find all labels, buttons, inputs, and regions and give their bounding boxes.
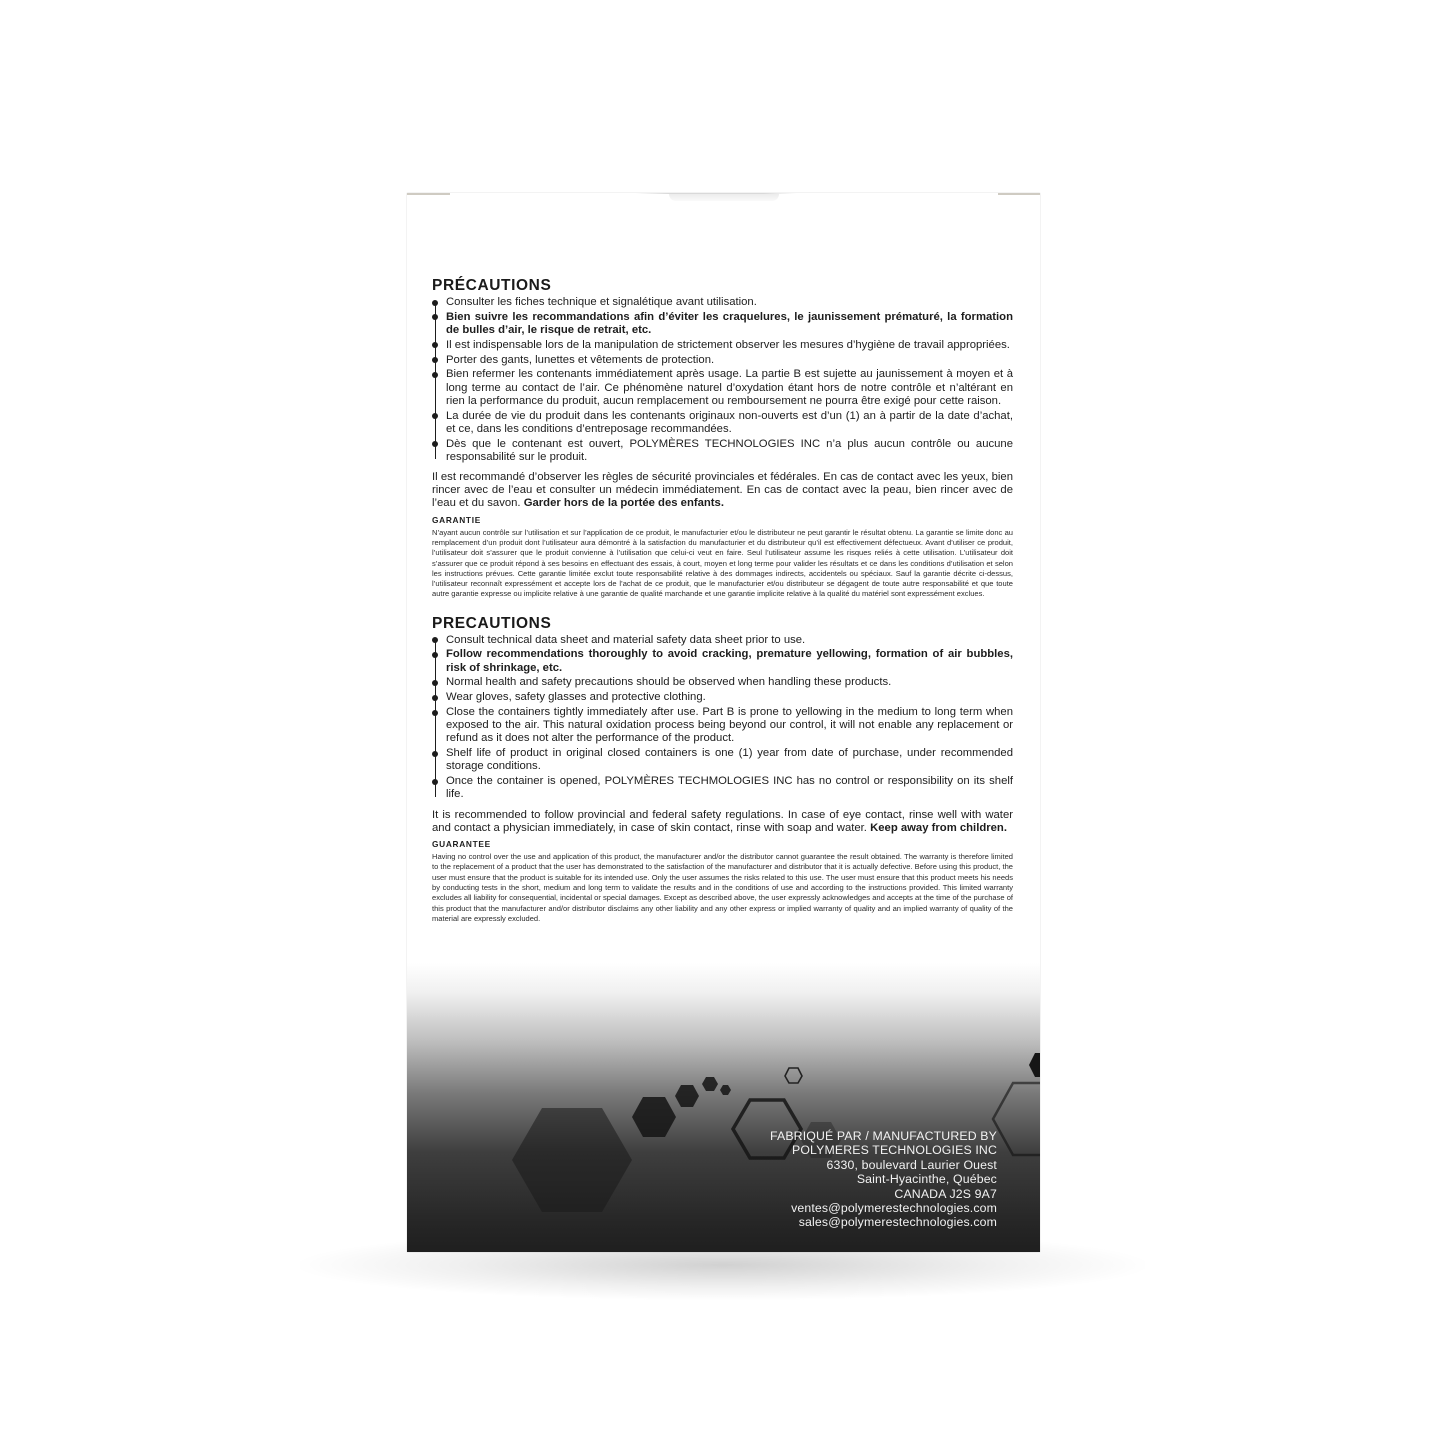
hexagon-shape <box>1029 1053 1040 1077</box>
hexagon-shape <box>993 1083 1040 1155</box>
list-item: Consult technical data sheet and material safety data sheet prior to use. <box>446 634 1013 647</box>
list-item: Shelf life of product in original closed containers is one (1) year from date of purchase, under recommended storage conditions. <box>446 747 1013 773</box>
precautions-list-en <box>432 634 1013 802</box>
address-line: POLYMERES TECHNOLOGIES INC <box>791 1143 997 1158</box>
guarantee-title-fr: GARANTIE <box>432 514 481 525</box>
hexagon-shape <box>720 1085 731 1095</box>
guarantee-text-fr: N’ayant aucun contrôle sur l’utilisation et sur l’application de ce produit, le manufacturier et/ou le distributeur ne peut garantir le résultat obtenu. La garantie se limite donc au remplacement d’un produit dont l’utilisateur aura démontré à la satisfaction du manufacturier et du distributeur qu’il est effectivement défectueux. Avant d’utiliser ce produit, l’utilisateur doit s’assurer que le produit convienne à l’utilisation que celui-ci veut en faire. Seul l’utilisateur assume les risques reliés à cette utilisation. L’utilisateur doit s’assurer que ce produit répond à ses besoins en effectuant des essais, à court, moyen et long terme pour valider les résultats et ce dans les conditions d’utilisation et selon les instructions prévues. Cette garantie limitée exclut toute responsabilité relative à des dommages indirects, accidentels ou spéciaux. Sauf la garantie décrite ci-dessus, l’utilisateur reconnaît expressément et accepte lors de l’achat de ce produit, que le manufacturier et/ou distributeur se dégagent de toute autre responsabilité et que toute autre garantie expresse ou implicite relative à une garantie de qualité marchande et une garantie implicite relative à la qualité du matériel sont expressément exclues. <box>432 527 1013 599</box>
list-item: Normal health and safety precautions should be observed when handling these products. <box>446 676 1013 689</box>
safety-text-en: It is recommended to follow provincial and federal safety regulations. In case of eye contact, rinse well with water and contact a physician immediately, in case of skin contact, rinse with soap and water. <box>432 808 1013 834</box>
address-line: Saint-Hyacinthe, Québec <box>856 1172 997 1187</box>
safety-warning-en: Keep away from children. <box>870 821 1007 834</box>
address-line: 6330, boulevard Laurier Ouest <box>826 1157 997 1172</box>
hexagon-shape <box>512 1108 632 1212</box>
list-item: Follow recommendations thoroughly to avoid cracking, premature yellowing, formation of air bubbles, risk of shrinkage, etc. <box>446 648 1013 674</box>
list-item: Il est indispensable lors de la manipulation de strictement observer les mesures d’hygiène de travail appropriées. <box>446 339 1013 352</box>
list-item: Consulter les fiches technique et signalétique avant utilisation. <box>446 296 1013 309</box>
list-item: Bien suivre les recommandations afin d’éviter les craquelures, le jaunissement prématuré, la formation de bulles d’air, le risque de retrait, etc. <box>446 310 1013 336</box>
address-line: FABRIQUÉ PAR / MANUFACTURED BY <box>769 1129 997 1143</box>
manufacturer-address <box>770 1129 997 1230</box>
list-item: La durée de vie du produit dans les contenants originaux non-ouverts est d’un (1) an à partir de la date d’achat, et ce, dans les conditions d’entreposage recommandées. <box>446 409 1013 435</box>
list-item: Once the container is opened, POLYMÈRES TECHMOLOGIES INC has no control or responsibility on its shelf life. <box>446 775 1013 801</box>
precautions-title-fr: PRÉCAUTIONS <box>432 277 552 294</box>
list-item: Close the containers tightly immediately after use. Part B is prone to yellowing in the medium to long term when exposed to the air. This natural oxidation process being beyond our control, it will not enable any replacement or refund as it does not alter the performance of the product. <box>446 706 1013 745</box>
precautions-title-en: PRECAUTIONS <box>432 614 552 632</box>
guarantee-text-en: Having no control over the use and application of this product, the manufacturer and/or the distributor cannot guarantee the result obtained. The warranty is therefore limited to the replacement of a product that the user has demonstrated to the satisfaction of the manufacturer and distributor that it is actually defective. Before using this product, the user must ensure that the product is suitable for its intended use. Only the user assumes the risks related to this use. The user must ensure that this product meets his needs by conducting tests in the short, medium and long term to validate the results and in the conditions of use and according to the instructions provided. This limited warranty excludes all liability for consequential, incidental or special damages. Except as described above, the user expressly acknowledges and accepts at the time of the purchase of this product that the manufacturer and/or distributor disclaims any other liability and any other express or implied warranty of quality and an implied warranty of quality of the material are expressly excluded. <box>432 852 1013 923</box>
safety-warning-fr: Garder hors de la portée des enfants. <box>523 497 724 510</box>
list-item: Bien refermer les contenants immédiatement après usage. La partie B est sujette au jaunissement à moyen et à long terme au contact de l’air. Ce phénomène naturel d’oxydation étant hors de notre contrôle et n’altérant en rien la performance du produit, aucun remplacement ou remboursement ne pourra être exigé pour cette raison. <box>446 368 1013 407</box>
email-fr: ventes@polymerestechnologies.com <box>791 1201 997 1216</box>
hexagon-shape <box>675 1085 699 1107</box>
email-en: sales@polymerestechnologies.com <box>798 1215 997 1230</box>
safety-text-fr: Il est recommandé d’observer les règles de sécurité provinciales et fédérales. En cas de contact avec les yeux, bien rincer avec de l’eau et consulter un médecin immédiatement. En cas de contact avec la peau, bien rincer avec de l’eau et du savon. <box>432 471 1013 510</box>
product-box-back-panel <box>407 193 1040 1252</box>
hexagon-shape <box>702 1077 718 1091</box>
guarantee-title-en: GUARANTEE <box>432 839 491 850</box>
precautions-list-fr <box>432 296 1013 464</box>
list-item: Dès que le contenant est ouvert, POLYMÈRES TECHNOLOGIES INC n’a plus aucun contrôle ou aucune responsabilité sur le produit. <box>446 437 1013 463</box>
safety-paragraph-en <box>432 809 1013 835</box>
hexagon-shape <box>632 1097 676 1137</box>
list-item: Porter des gants, lunettes et vêtements de protection. <box>446 354 1013 367</box>
list-item: Wear gloves, safety glasses and protective clothing. <box>446 691 1013 704</box>
hexagon-shape <box>785 1068 802 1083</box>
safety-paragraph-fr <box>432 471 1013 511</box>
precautions-content <box>432 277 1013 924</box>
address-line: CANADA J2S 9A7 <box>894 1186 997 1201</box>
